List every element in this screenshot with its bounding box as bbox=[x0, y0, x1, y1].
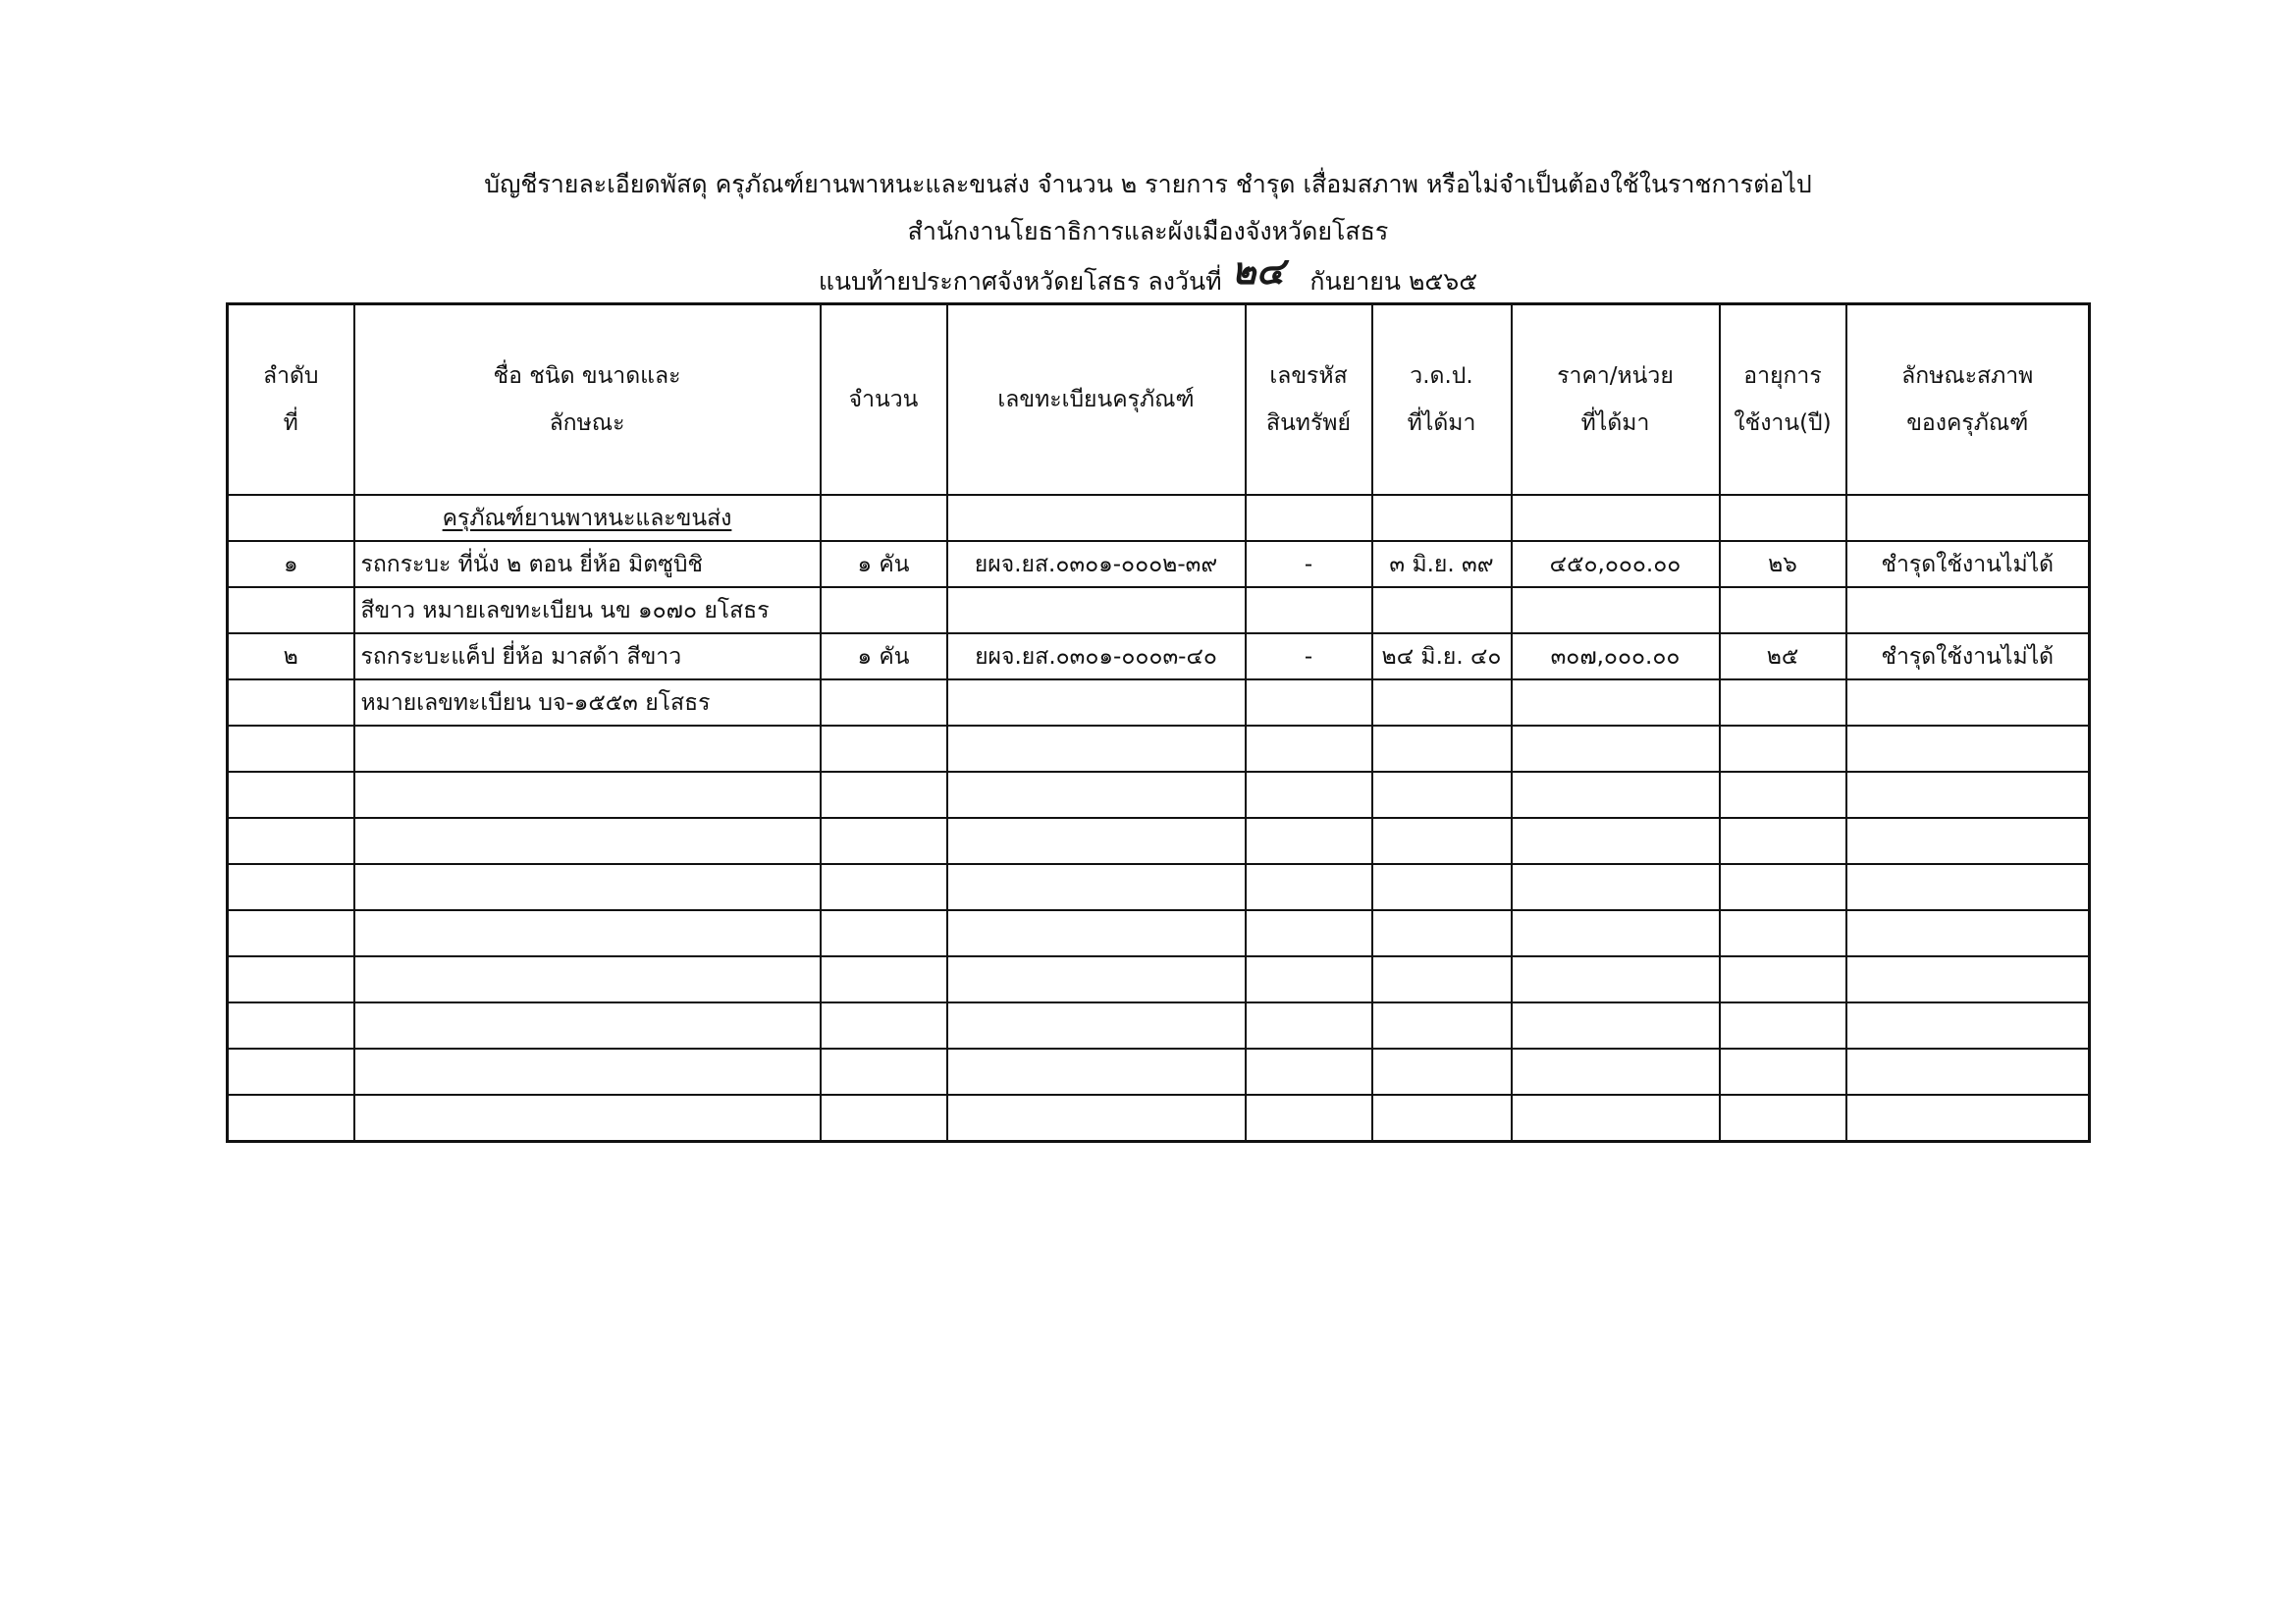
table-row bbox=[228, 633, 2090, 679]
table-row bbox=[228, 587, 2090, 633]
col-header-no: ลำดับ ที่ bbox=[228, 304, 354, 496]
item-age: ๒๖ bbox=[1720, 541, 1846, 587]
announcement-line bbox=[0, 248, 2296, 298]
item-quantity: ๑ คัน bbox=[821, 633, 947, 679]
empty-row bbox=[228, 1049, 2090, 1095]
announcement-prefix: แนบท้ายประกาศจังหวัดยโสธร ลงวันที่ bbox=[818, 267, 1222, 296]
table-header-row bbox=[228, 304, 2090, 496]
document-title: บัญชีรายละเอียดพัสดุ ครุภัณฑ์ยานพาหนะและขนส่ง จำนวน ๒ รายการ ชำรุด เสื่อมสภาพ หรือไม่จำเป็นต้องใช้ในราชการต่อไป bbox=[484, 170, 1812, 198]
item-quantity: ๑ คัน bbox=[821, 541, 947, 587]
item-name: รถกระบะ ที่นั่ง ๒ ตอน ยี่ห้อ มิตซูบิชิ bbox=[354, 541, 821, 587]
asset-table bbox=[226, 302, 2091, 1143]
item-reg-no: ยผจ.ยส.๐๓๐๑-๐๐๐๓-๔๐ bbox=[947, 633, 1246, 679]
item-condition: ชำรุดใช้งานไม่ได้ bbox=[1846, 633, 2090, 679]
empty-row bbox=[228, 864, 2090, 910]
col-header-unit-price: ราคา/หน่วย ที่ได้มา bbox=[1512, 304, 1720, 496]
col-header-name: ชื่อ ชนิด ขนาดและ ลักษณะ bbox=[354, 304, 821, 496]
category-row bbox=[228, 495, 2090, 541]
col-header-reg-no: เลขทะเบียนครุภัณฑ์ bbox=[947, 304, 1246, 496]
item-no: ๑ bbox=[228, 541, 354, 587]
item-asset-code: - bbox=[1246, 541, 1372, 587]
category-label: ครุภัณฑ์ยานพาหนะและขนส่ง bbox=[354, 495, 821, 541]
empty-row bbox=[228, 1095, 2090, 1142]
item-reg-no: ยผจ.ยส.๐๓๐๑-๐๐๐๒-๓๙ bbox=[947, 541, 1246, 587]
item-asset-code: - bbox=[1246, 633, 1372, 679]
item-unit-price: ๔๕๐,๐๐๐.๐๐ bbox=[1512, 541, 1720, 587]
empty-row bbox=[228, 772, 2090, 818]
handwritten-day: ๒๔ bbox=[1231, 248, 1285, 293]
announcement-month-year: กันยายน ๒๕๖๕ bbox=[1309, 267, 1478, 296]
col-header-asset-code: เลขรหัส สินทรัพย์ bbox=[1246, 304, 1372, 496]
table-row bbox=[228, 679, 2090, 726]
col-header-condition: ลักษณะสภาพ ของครุภัณฑ์ bbox=[1846, 304, 2090, 496]
item-name-continued: หมายเลขทะเบียน บจ-๑๕๕๓ ยโสธร bbox=[354, 679, 821, 726]
item-name: รถกระบะแค็ป ยี่ห้อ มาสด้า สีขาว bbox=[354, 633, 821, 679]
col-header-quantity: จำนวน bbox=[821, 304, 947, 496]
empty-row bbox=[228, 1002, 2090, 1049]
item-age: ๒๕ bbox=[1720, 633, 1846, 679]
item-no: ๒ bbox=[228, 633, 354, 679]
item-name-continued: สีขาว หมายเลขทะเบียน นข ๑๐๗๐ ยโสธร bbox=[354, 587, 821, 633]
col-header-age: อายุการ ใช้งาน(ปี) bbox=[1720, 304, 1846, 496]
empty-row bbox=[228, 956, 2090, 1002]
item-condition: ชำรุดใช้งานไม่ได้ bbox=[1846, 541, 2090, 587]
col-header-acquired-date: ว.ด.ป. ที่ได้มา bbox=[1372, 304, 1512, 496]
empty-row bbox=[228, 910, 2090, 956]
table-row bbox=[228, 541, 2090, 587]
item-acquired-date: ๒๔ มิ.ย. ๔๐ bbox=[1372, 633, 1512, 679]
item-acquired-date: ๓ มิ.ย. ๓๙ bbox=[1372, 541, 1512, 587]
empty-row bbox=[228, 818, 2090, 864]
item-unit-price: ๓๐๗,๐๐๐.๐๐ bbox=[1512, 633, 1720, 679]
agency-name: สำนักงานโยธาธิการและผังเมืองจังหวัดยโสธร bbox=[907, 217, 1389, 245]
empty-row bbox=[228, 726, 2090, 772]
